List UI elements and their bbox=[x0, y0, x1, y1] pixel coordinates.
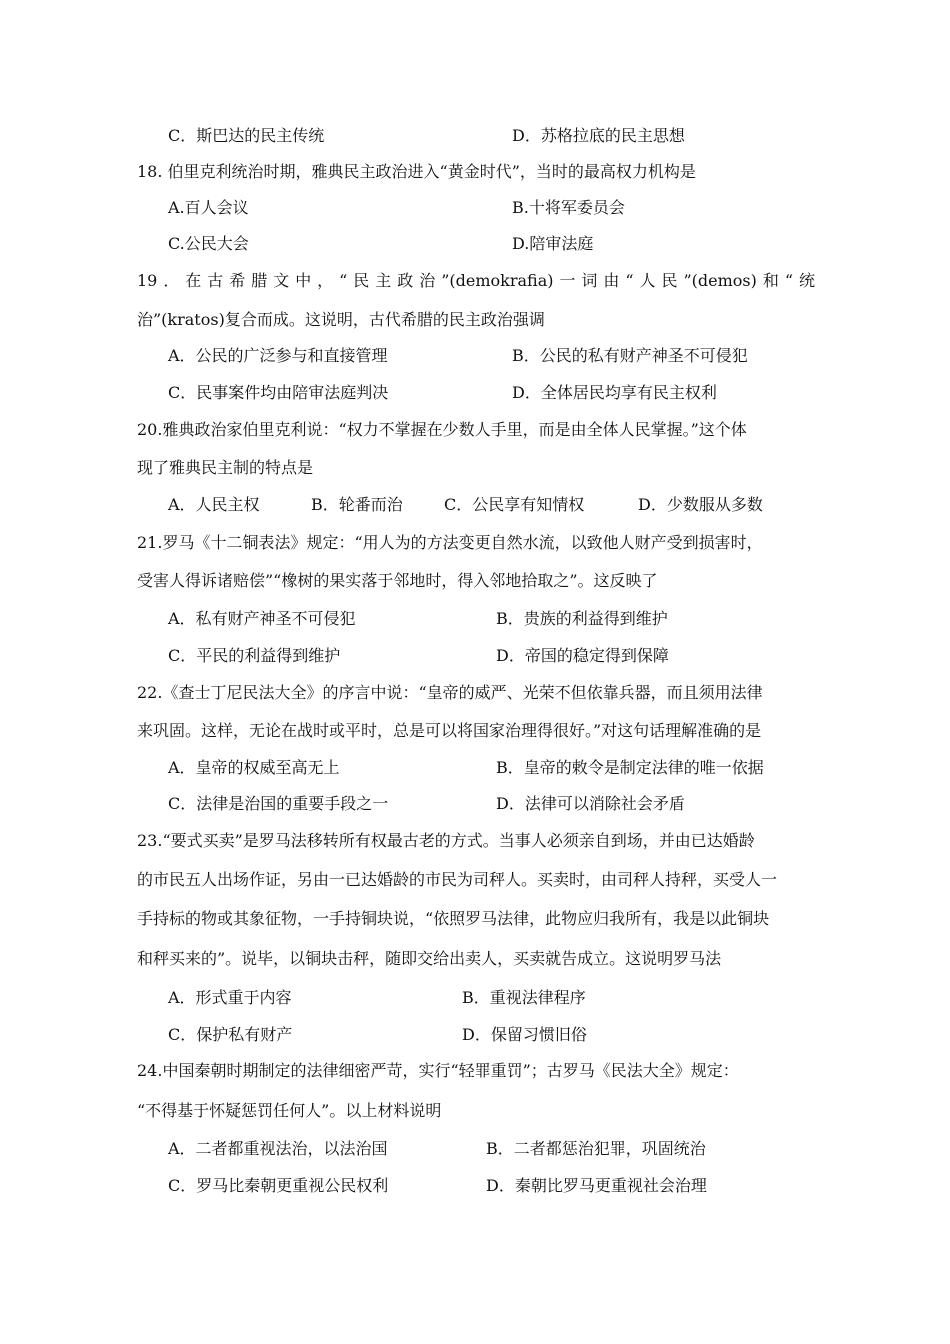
q19-option-d: D．全体居民均享有民主权利 bbox=[512, 383, 717, 402]
q17-option-c: C．斯巴达的民主传统 bbox=[168, 126, 325, 145]
q23-option-a: A．形式重于内容 bbox=[168, 988, 292, 1007]
q19-option-c: C．民事案件均由陪审法庭判决 bbox=[168, 383, 389, 402]
q18-option-d: D.陪审法庭 bbox=[512, 234, 594, 253]
q22-stem-line2: 来巩固。这样，无论在战时或平时，总是可以将国家治理得很好。”对这句话理解准确的是 bbox=[137, 721, 762, 740]
q18-option-b: B.十将军委员会 bbox=[512, 198, 625, 217]
q24-option-a: A．二者都重视法治，以法治国 bbox=[168, 1139, 388, 1158]
q18-option-a: A.百人会议 bbox=[168, 198, 249, 217]
q24-option-c: C．罗马比秦朝更重视公民权利 bbox=[168, 1176, 389, 1195]
q20-option-d: D．少数服从多数 bbox=[638, 495, 763, 514]
q19-option-a: A．公民的广泛参与和直接管理 bbox=[168, 346, 388, 365]
q19-stem-line1: 19．在古希腊文中，“民主政治”(demokrafia)一词由“人民”(demos)和“统 bbox=[137, 271, 815, 290]
q24-option-b: B．二者都惩治犯罪，巩固统治 bbox=[486, 1139, 706, 1158]
q24-option-d: D．秦朝比罗马更重视社会治理 bbox=[486, 1176, 707, 1195]
q22-option-d: D．法律可以消除社会矛盾 bbox=[496, 794, 685, 813]
q19-stem-line2: 治”(kratos)复合而成。这说明，古代希腊的民主政治强调 bbox=[137, 310, 545, 329]
q22-option-a: A．皇帝的权威至高无上 bbox=[168, 758, 340, 777]
q23-stem-line2: 的市民五人出场作证，另由一已达婚龄的市民为司秤人。买卖时，由司秤人持秤，买受人一 bbox=[137, 870, 778, 889]
q17-option-d: D．苏格拉底的民主思想 bbox=[512, 126, 685, 145]
q20-stem-line1: 20.雅典政治家伯里克利说：“权力不掌握在少数人手里，而是由全体人民掌握。”这个体 bbox=[137, 420, 747, 439]
q20-option-b: B．轮番而治 bbox=[311, 495, 403, 514]
q20-option-c: C．公民享有知情权 bbox=[444, 495, 585, 514]
q21-option-d: D．帝国的稳定得到保障 bbox=[496, 646, 669, 665]
q23-option-d: D．保留习惯旧俗 bbox=[462, 1025, 587, 1044]
q24-stem-line1: 24.中国秦朝时期制定的法律细密严苛，实行“轻罪重罚”；古罗马《民法大全》规定： bbox=[137, 1061, 739, 1080]
q23-stem-line4: 和秤买来的”。说毕，以铜块击秤，随即交给出卖人，买卖就告成立。这说明罗马法 bbox=[137, 949, 722, 968]
q24-stem-line2: “不得基于怀疑惩罚任何人”。以上材料说明 bbox=[137, 1101, 442, 1120]
q18-option-c: C.公民大会 bbox=[168, 234, 249, 253]
q18-stem: 18. 伯里克利统治时期，雅典民主政治进入“黄金时代”，当时的最高权力机构是 bbox=[137, 162, 696, 181]
q22-option-c: C．法律是治国的重要手段之一 bbox=[168, 794, 389, 813]
q19-option-b: B．公民的私有财产神圣不可侵犯 bbox=[512, 346, 748, 365]
q20-options-row bbox=[0, 494, 950, 516]
q21-stem-line1: 21.罗马《十二铜表法》规定：“用人为的方法变更自然水流，以致他人财产受到损害时， bbox=[137, 533, 763, 552]
q22-option-b: B．皇帝的敕令是制定法律的唯一依据 bbox=[496, 758, 764, 777]
q20-option-a: A．人民主权 bbox=[168, 495, 260, 514]
q23-option-b: B．重视法律程序 bbox=[462, 988, 586, 1007]
q21-option-a: A．私有财产神圣不可侵犯 bbox=[168, 609, 356, 628]
q23-option-c: C．保护私有财产 bbox=[168, 1025, 293, 1044]
q21-option-b: B．贵族的利益得到维护 bbox=[496, 609, 668, 628]
q23-stem-line3: 手持标的物或其象征物，一手持铜块说，“依照罗马法律，此物应归我所有，我是以此铜块 bbox=[137, 909, 770, 928]
q21-option-c: C．平民的利益得到维护 bbox=[168, 646, 341, 665]
q23-stem-line1: 23.“要式买卖”是罗马法移转所有权最古老的方式。当事人必须亲自到场，并由已达婚龄 bbox=[137, 831, 755, 850]
q20-stem-line2: 现了雅典民主制的特点是 bbox=[137, 458, 314, 477]
q21-stem-line2: 受害人得诉诸赔偿”“橡树的果实落于邻地时，得入邻地拾取之”。这反映了 bbox=[137, 571, 658, 590]
q22-stem-line1: 22.《查士丁尼民法大全》的序言中说：“皇帝的威严、光荣不但依靠兵器，而且须用法律 bbox=[137, 683, 763, 702]
